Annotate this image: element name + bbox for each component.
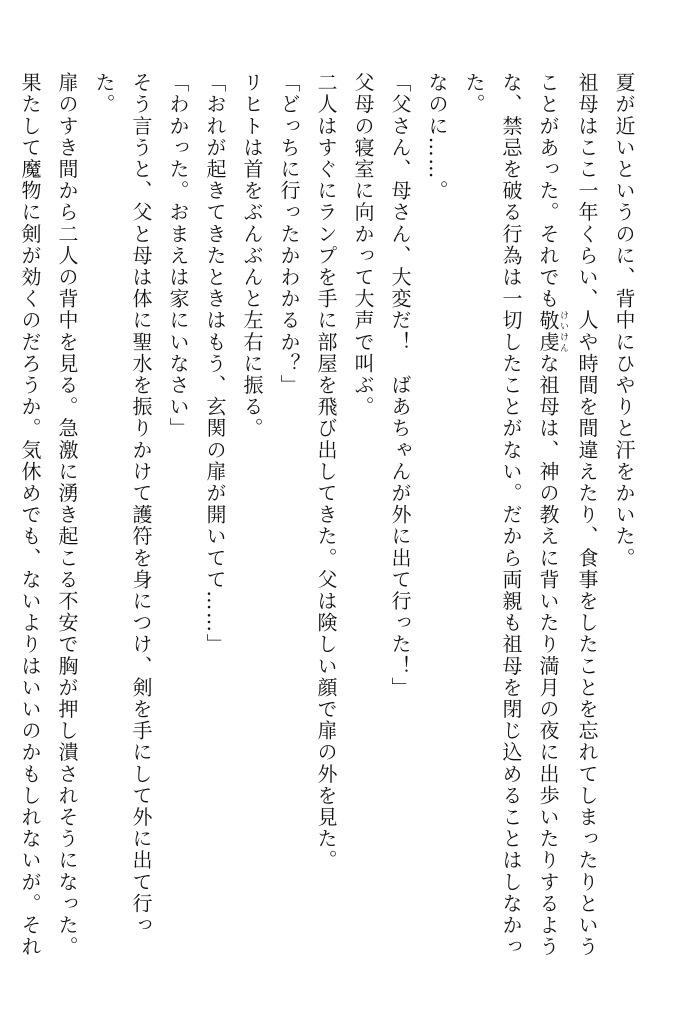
text-line-1: 夏が近いというのに、背中にひやりと汗をかいた。	[612, 72, 636, 569]
text-line-3-start: ことがあった。それでも	[536, 72, 560, 310]
text-line-13: 「わかった。おまえは家にいなさい」	[166, 72, 190, 440]
text-line-4: な、禁忌を破る行為は一切したことがない。だから両親も祖母を閉じ込めることはしなかっ	[499, 72, 523, 958]
text-line-15: た。	[92, 72, 116, 116]
ruby-keiken	[536, 309, 568, 353]
text-line-8: 父母の寝室に向かって大声で叫ぶ。	[351, 72, 375, 418]
text-line-10: 「どっちに行ったかわかるか？」	[277, 72, 301, 396]
text-line-5: た。	[462, 72, 486, 116]
text-line-3	[529, 72, 568, 972]
text-line-12: 「おれが起きてきたときはもう、玄関の扉が開いてて……」	[203, 72, 227, 656]
text-line-3-end: な祖母は、神の教えに背いたり満月の夜に出歩いたりするよう	[536, 352, 560, 958]
text-line-2: 祖母はここ一年くらい、人や時間を間違えたり、食事をしたことを忘れてしまったりという	[575, 72, 599, 958]
text-line-16: 扉のすき間から二人の背中を見る。急激に湧き起こる不安で胸が押し潰されそうになった。	[55, 72, 79, 958]
text-line-7: 「父さん、母さん、大変だ！ ばあちゃんが外に出て行った！」	[388, 72, 412, 699]
text-line-14: そう言うと、父と母は体に聖水を振りかけて護符を身につけ、剣を手にして外に出て行っ	[129, 72, 153, 936]
vertical-text-body	[11, 72, 642, 972]
text-line-6: なのに……。	[425, 72, 449, 202]
ruby-base: 敬虔	[536, 309, 560, 353]
text-line-11: リヒトは首をぶんぶんと左右に振る。	[240, 72, 264, 440]
ruby-reading: けいけん	[558, 309, 568, 353]
text-line-9: 二人はすぐにランプを手に部屋を飛び出してきた。父は険しい顔で扉の外を見た。	[314, 72, 338, 872]
text-line-17: 果たして魔物に剣が効くのだろうか。気休めでも、ないよりはいいのかもしれないが。それ	[18, 72, 42, 958]
